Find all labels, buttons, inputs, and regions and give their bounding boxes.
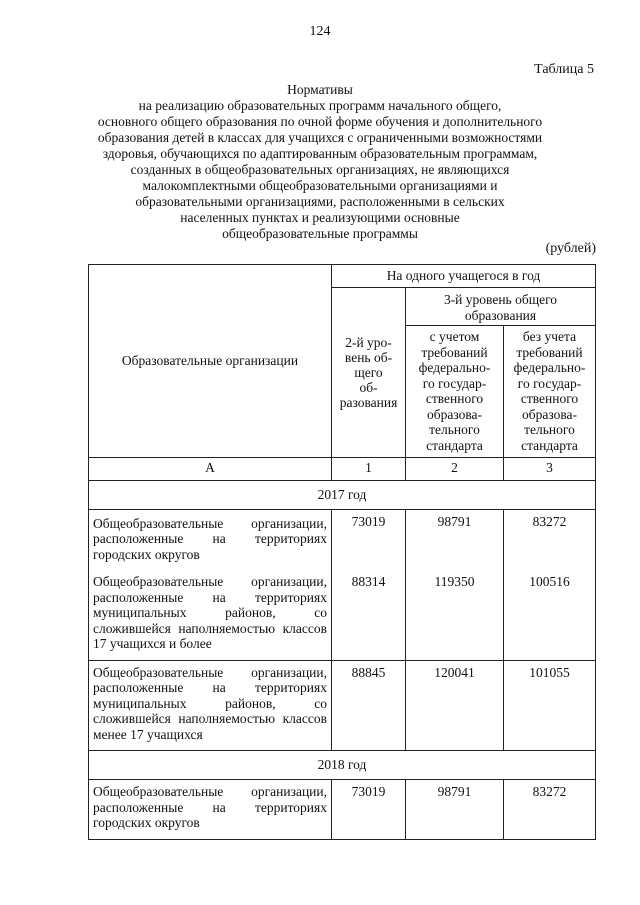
value-cell: 73019 bbox=[332, 509, 406, 570]
index-cell: 3 bbox=[504, 458, 596, 481]
value-cell: 120041 bbox=[406, 660, 504, 751]
title-line: Нормативы bbox=[287, 82, 353, 97]
index-cell: 1 bbox=[332, 458, 406, 481]
value-cell: 83272 bbox=[504, 780, 596, 840]
table-row bbox=[89, 509, 596, 570]
table-row bbox=[89, 780, 596, 840]
header-level-2: 2-й уро- вень об- щего об- разования bbox=[332, 288, 406, 458]
value-cell: 98791 bbox=[406, 780, 504, 840]
year-row bbox=[89, 751, 596, 780]
value-cell: 88314 bbox=[332, 570, 406, 660]
title-line: общеобразовательные программы bbox=[222, 226, 418, 241]
year-row bbox=[89, 480, 596, 509]
index-cell: 2 bbox=[406, 458, 504, 481]
value-cell: 100516 bbox=[504, 570, 596, 660]
title-line: населенных пунктах и реализующими основные bbox=[180, 210, 460, 225]
header-organizations: Образовательные организации bbox=[89, 265, 332, 458]
index-row bbox=[89, 458, 596, 481]
title-line: образовательными организациями, расположенными в сельских bbox=[135, 194, 505, 209]
year-label: 2017 год bbox=[89, 480, 596, 509]
table-row bbox=[89, 660, 596, 751]
header-with-standard: с учетом требований федерально- го государ- ственного образова- тельного стандарта bbox=[406, 326, 504, 458]
units-label: (рублей) bbox=[545, 241, 596, 256]
value-cell: 73019 bbox=[332, 780, 406, 840]
org-cell: Общеобразовательные организации, расположенные на территориях городских округов bbox=[89, 509, 332, 570]
value-cell: 101055 bbox=[504, 660, 596, 751]
table-label: Таблица 5 bbox=[534, 62, 594, 77]
value-cell: 83272 bbox=[504, 509, 596, 570]
value-cell: 88845 bbox=[332, 660, 406, 751]
org-cell: Общеобразовательные организации, расположенные на территориях городских округов bbox=[89, 780, 332, 840]
table-row bbox=[89, 570, 596, 660]
title-line: на реализацию образовательных программ начального общего, bbox=[138, 98, 502, 113]
year-label: 2018 год bbox=[89, 751, 596, 780]
title-line: малокомплектными общеобразовательными организациями и bbox=[142, 178, 498, 193]
title-line: созданных в общеобразовательных организациях, не являющихся bbox=[130, 162, 510, 177]
value-cell: 98791 bbox=[406, 509, 504, 570]
header-without-standard: без учета требований федерально- го государ- ственного образова- тельного стандарта bbox=[504, 326, 596, 458]
value-cell: 119350 bbox=[406, 570, 504, 660]
org-cell: Общеобразовательные организации, расположенные на территориях муниципальных районов, со сложившейся наполняемостью классов 17 учащихся и более bbox=[89, 570, 332, 660]
index-cell: А bbox=[89, 458, 332, 481]
header-level-3: 3-й уровень общего образования bbox=[406, 288, 596, 326]
title-line: образования детей в классах для учащихся с ограниченными возможностями bbox=[97, 130, 543, 145]
table-title bbox=[80, 82, 560, 242]
norms-table bbox=[88, 264, 596, 840]
org-cell: Общеобразовательные организации, расположенные на территориях муниципальных районов, со сложившейся наполняемостью классов менее 17 учащихся bbox=[89, 660, 332, 751]
title-line: здоровья, обучающихся по адаптированным образовательным программам, bbox=[102, 146, 538, 161]
title-line: основного общего образования по очной форме обучения и дополнительного bbox=[97, 114, 543, 129]
page-number: 124 bbox=[309, 24, 331, 39]
header-per-student: На одного учащегося в год bbox=[332, 265, 596, 288]
